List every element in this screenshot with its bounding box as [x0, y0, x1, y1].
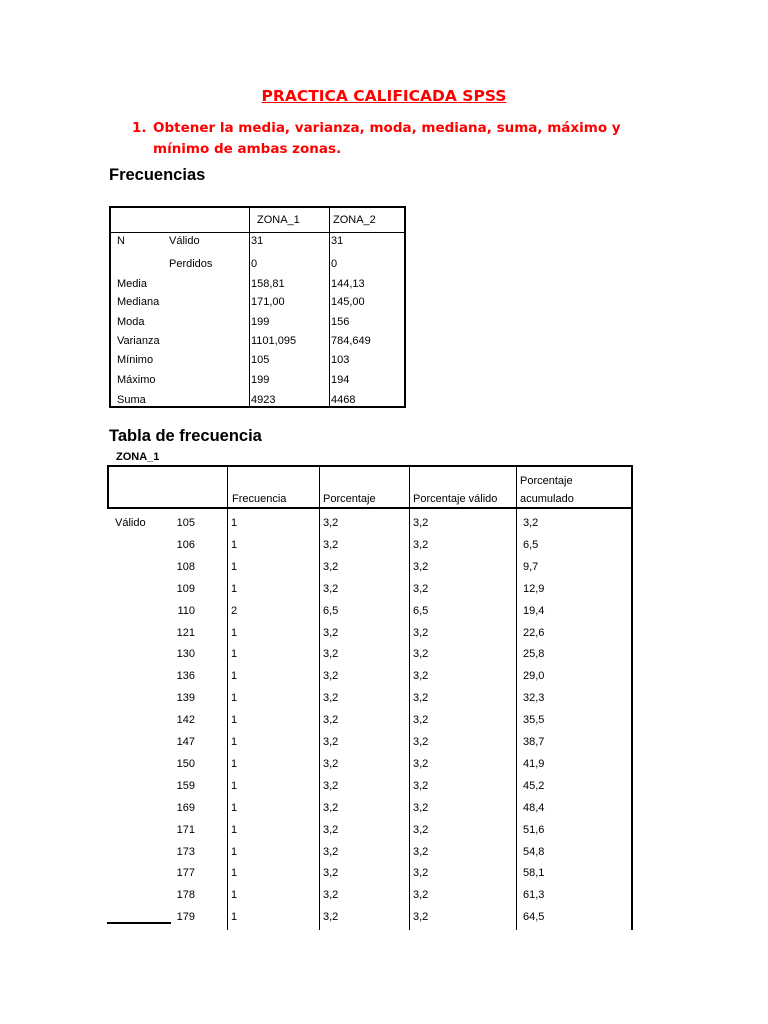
row-value: 171 — [176, 823, 195, 836]
row-value: 142 — [176, 714, 195, 727]
stat-row-label: Moda — [117, 316, 145, 328]
stat-value-zona2: 0 — [331, 258, 338, 270]
stat-value-zona1: 31 — [251, 235, 264, 247]
stat-row-label: Varianza — [117, 335, 160, 347]
row-porcentaje-valido: 3,2 — [413, 779, 429, 792]
stat-value-zona2: 784,649 — [331, 335, 371, 347]
row-value: 173 — [176, 845, 195, 858]
stat-value-zona2: 194 — [331, 374, 350, 386]
row-porcentaje-acumulado: 29,0 — [523, 670, 545, 683]
stat-value-zona2: 144,13 — [331, 278, 365, 290]
row-porcentaje-acumulado: 9,7 — [523, 560, 539, 573]
row-porcentaje: 3,2 — [323, 714, 339, 727]
stat-row-label: Suma — [117, 394, 146, 406]
row-porcentaje: 3,2 — [323, 823, 339, 836]
row-porcentaje-acumulado: 25,8 — [523, 648, 545, 661]
row-porcentaje-acumulado: 32,3 — [523, 692, 545, 705]
row-frecuencia: 1 — [231, 582, 238, 595]
row-porcentaje: 3,2 — [323, 517, 339, 529]
row-frecuencia: 1 — [231, 626, 238, 639]
row-porcentaje-valido: 3,2 — [413, 714, 429, 727]
row-porcentaje-acumulado: 19,4 — [523, 604, 545, 617]
row-porcentaje: 3,2 — [323, 670, 339, 683]
frecuencias-heading: Frecuencias — [109, 166, 206, 184]
row-frecuencia: 1 — [231, 714, 238, 727]
row-frecuencia: 1 — [231, 736, 238, 748]
stat-value-zona2: 145,00 — [331, 296, 365, 308]
row-porcentaje-valido: 3,2 — [413, 911, 429, 924]
row-frecuencia: 1 — [231, 779, 238, 792]
stat-value-zona2: 4468 — [331, 394, 356, 406]
row-frecuencia: 1 — [231, 889, 238, 902]
row-porcentaje-acumulado: 51,6 — [523, 823, 545, 836]
row-porcentaje: 3,2 — [323, 911, 339, 924]
row-porcentaje-valido: 3,2 — [413, 626, 429, 639]
row-frecuencia: 1 — [231, 692, 238, 705]
row-porcentaje: 3,2 — [323, 648, 339, 661]
stat-value-zona1: 1101,095 — [251, 335, 297, 347]
stat-value-zona1: 0 — [251, 258, 258, 270]
row-porcentaje-valido: 3,2 — [413, 823, 429, 836]
task-number: 1. — [132, 120, 147, 136]
stat-row-sublabel: Válido — [169, 235, 200, 247]
row-value: 121 — [176, 626, 195, 639]
row-value: 139 — [176, 692, 195, 705]
row-porcentaje-acumulado: 6,5 — [523, 538, 539, 551]
row-porcentaje-acumulado: 12,9 — [523, 582, 545, 595]
stat-row-label: N — [117, 235, 125, 247]
row-porcentaje-valido: 3,2 — [413, 560, 429, 573]
row-value: 108 — [176, 560, 195, 573]
row-porcentaje-valido: 3,2 — [413, 845, 429, 858]
header-porcentaje-acumulado-1: Porcentaje — [520, 475, 573, 487]
table-label: ZONA_1 — [116, 451, 160, 463]
row-frecuencia: 1 — [231, 538, 238, 551]
row-frecuencia: 1 — [231, 911, 238, 924]
row-porcentaje-valido: 3,2 — [413, 801, 429, 814]
row-frecuencia: 2 — [231, 604, 238, 617]
row-porcentaje-acumulado: 64,5 — [523, 911, 545, 924]
row-porcentaje: 3,2 — [323, 867, 339, 880]
task-item — [132, 118, 652, 160]
header-porcentaje: Porcentaje — [323, 493, 376, 505]
col-header-zona2: ZONA_2 — [333, 214, 376, 226]
stat-value-zona2: 103 — [331, 354, 350, 366]
row-value: 159 — [176, 779, 195, 792]
row-frecuencia: 1 — [231, 823, 238, 836]
row-porcentaje: 3,2 — [323, 692, 339, 705]
row-porcentaje-valido: 3,2 — [413, 889, 429, 902]
row-value: 130 — [176, 648, 195, 661]
stat-row-label: Mínimo — [117, 354, 154, 366]
stat-value-zona1: 171,00 — [251, 296, 285, 308]
stat-value-zona2: 156 — [331, 316, 350, 328]
row-porcentaje-valido: 3,2 — [413, 517, 429, 529]
row-porcentaje-valido: 3,2 — [413, 757, 429, 770]
task-text: Obtener la media, varianza, moda, mediana, suma, máximo y mínimo de ambas zonas. — [153, 120, 621, 157]
row-value: 150 — [176, 757, 195, 770]
row-porcentaje-acumulado: 3,2 — [523, 517, 539, 529]
stat-row-sublabel: Perdidos — [169, 258, 213, 270]
row-porcentaje-acumulado: 48,4 — [523, 801, 545, 814]
row-value: 178 — [176, 889, 195, 902]
stat-value-zona2: 31 — [331, 235, 344, 247]
row-porcentaje-valido: 3,2 — [413, 867, 429, 880]
row-porcentaje: 3,2 — [323, 538, 339, 551]
row-porcentaje: 3,2 — [323, 582, 339, 595]
header-porcentaje-valido: Porcentaje válido — [413, 493, 498, 505]
row-frecuencia: 1 — [231, 801, 238, 814]
row-porcentaje-acumulado: 58,1 — [523, 867, 545, 880]
row-porcentaje-acumulado: 38,7 — [523, 736, 545, 748]
row-value: 147 — [176, 736, 195, 748]
row-porcentaje-valido: 3,2 — [413, 648, 429, 661]
header-frecuencia: Frecuencia — [232, 493, 287, 505]
row-value: 177 — [176, 867, 195, 880]
row-porcentaje: 3,2 — [323, 757, 339, 770]
row-frecuencia: 1 — [231, 845, 238, 858]
group-label-valido: Válido — [115, 517, 146, 529]
row-porcentaje-acumulado: 54,8 — [523, 845, 545, 858]
page-title: PRACTICA CALIFICADA SPSS — [261, 87, 507, 105]
row-porcentaje-valido: 3,2 — [413, 736, 429, 748]
row-value: 109 — [176, 582, 195, 595]
row-porcentaje: 3,2 — [323, 560, 339, 573]
row-porcentaje: 3,2 — [323, 626, 339, 639]
row-porcentaje: 3,2 — [323, 801, 339, 814]
row-porcentaje-valido: 6,5 — [413, 604, 429, 617]
row-porcentaje-valido: 3,2 — [413, 582, 429, 595]
row-value: 106 — [176, 538, 195, 551]
stat-row-label: Mediana — [117, 296, 160, 308]
row-porcentaje: 3,2 — [323, 779, 339, 792]
row-porcentaje-valido: 3,2 — [413, 670, 429, 683]
row-porcentaje-valido: 3,2 — [413, 538, 429, 551]
header-porcentaje-acumulado-2: acumulado — [520, 493, 574, 505]
row-porcentaje-acumulado: 61,3 — [523, 889, 545, 902]
row-porcentaje: 3,2 — [323, 889, 339, 902]
row-frecuencia: 1 — [231, 670, 238, 683]
row-value: 136 — [176, 670, 195, 683]
col-header-zona1: ZONA_1 — [257, 214, 300, 226]
stat-value-zona1: 158,81 — [251, 278, 285, 290]
stat-value-zona1: 199 — [251, 374, 270, 386]
row-porcentaje-acumulado: 41,9 — [523, 757, 545, 770]
row-frecuencia: 1 — [231, 867, 238, 880]
row-porcentaje: 6,5 — [323, 604, 339, 617]
row-frecuencia: 1 — [231, 560, 238, 573]
row-porcentaje: 3,2 — [323, 845, 339, 858]
statistics-table — [109, 206, 406, 408]
row-value: 110 — [177, 604, 195, 617]
row-porcentaje: 3,2 — [323, 736, 339, 748]
tabla-heading: Tabla de frecuencia — [109, 427, 262, 445]
row-value: 105 — [176, 517, 195, 529]
row-porcentaje-acumulado: 22,6 — [523, 626, 545, 639]
row-porcentaje-acumulado: 45,2 — [523, 779, 545, 792]
stat-value-zona1: 199 — [251, 316, 270, 328]
row-porcentaje-valido: 3,2 — [413, 692, 429, 705]
frequency-table — [107, 465, 633, 930]
stat-value-zona1: 105 — [251, 354, 270, 366]
row-porcentaje-acumulado: 35,5 — [523, 714, 545, 727]
stat-row-label: Máximo — [117, 374, 156, 386]
row-value: 169 — [176, 801, 195, 814]
stat-row-label: Media — [117, 278, 147, 290]
row-frecuencia: 1 — [231, 517, 238, 529]
stat-value-zona1: 4923 — [251, 394, 276, 406]
row-frecuencia: 1 — [231, 648, 238, 661]
row-frecuencia: 1 — [231, 757, 238, 770]
row-value: 179 — [176, 911, 195, 924]
